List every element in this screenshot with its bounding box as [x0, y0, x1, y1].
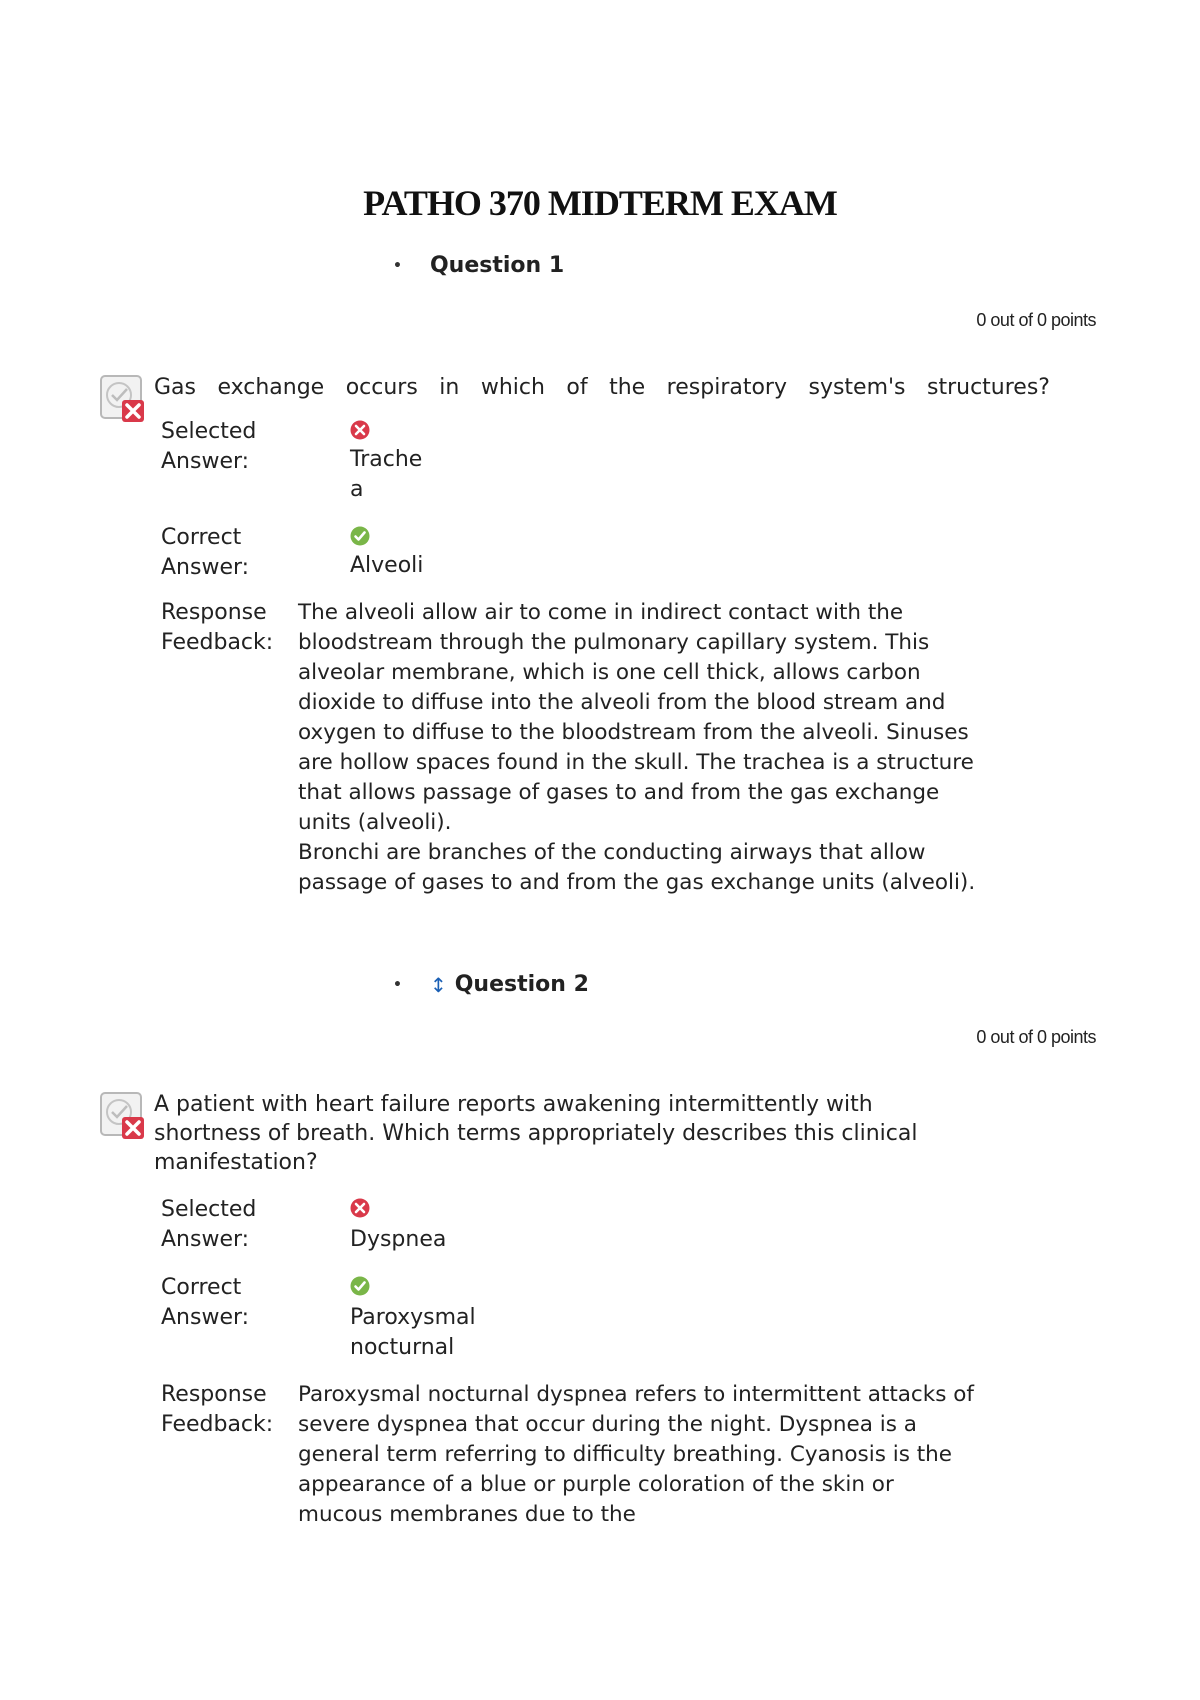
response-feedback-label: Response Feedback: — [161, 1382, 274, 1437]
question-1-heading — [393, 253, 564, 278]
question-2-heading-text: Question 2 — [454, 972, 589, 997]
response-feedback-text — [298, 598, 978, 898]
selected-answer-value: Dyspnea — [350, 1227, 447, 1252]
incorrect-x-icon — [350, 1198, 370, 1218]
feedback-paragraph: Bronchi are branches of the conducting airways that allow passage of gases to and from the gas exchange units (alveoli). — [298, 840, 976, 895]
incorrect-x-icon — [350, 420, 370, 440]
correct-answer-label: Correct Answer: — [161, 525, 250, 580]
incorrect-question-icon — [98, 373, 148, 427]
up-down-arrow-icon[interactable]: ↕ — [429, 972, 447, 997]
incorrect-question-icon — [98, 1090, 148, 1144]
selected-answer-label: Selected Answer: — [161, 419, 257, 474]
correct-check-icon — [350, 1276, 370, 1296]
question-1-heading-text: Question 1 — [429, 253, 565, 278]
response-feedback-text: Paroxysmal nocturnal dyspnea refers to intermittent attacks of severe dyspnea that occur during the night. Dyspnea is a general term referring to difficulty breathing. Cyanosis is the appearance of a blue or purple coloration of the skin or mucous membranes due to the — [298, 1382, 974, 1527]
question-2-heading — [393, 972, 589, 997]
correct-check-icon — [350, 526, 370, 546]
correct-answer-label: Correct Answer: — [161, 1275, 250, 1330]
selected-answer-label: Selected Answer: — [161, 1197, 257, 1252]
question-1-text: Gas exchange occurs in which of the respiratory system's structures? — [154, 375, 1050, 400]
selected-answer-value: Trachea — [350, 447, 423, 502]
question-2-text: A patient with heart failure reports awakening intermittently with shortness of breath. Which terms appropriately describes this clinical manifestation? — [154, 1092, 918, 1175]
correct-answer-value: Alveoli — [350, 553, 424, 578]
response-feedback-label: Response Feedback: — [161, 600, 274, 655]
question-2-points: 0 out of 0 points — [976, 1027, 1096, 1047]
bullet: • — [393, 257, 402, 274]
question-1-points: 0 out of 0 points — [976, 310, 1096, 330]
exam-title: PATHO 370 MIDTERM EXAM — [363, 183, 837, 223]
bullet: • — [393, 976, 402, 993]
correct-answer-value: Paroxysmal nocturnal — [350, 1305, 476, 1360]
feedback-paragraph: The alveoli allow air to come in indirect contact with the bloodstream through the pulmonary capillary system. This alveolar membrane, which is one cell thick, allows carbon dioxide to diffuse into the alveoli from the blood stream and oxygen to diffuse to the bloodstream from the alveoli. Sinuses are hollow spaces found in the skull. The trachea is a structure that allows passage of gases to and from the gas exchange units (alveoli). — [298, 600, 974, 835]
